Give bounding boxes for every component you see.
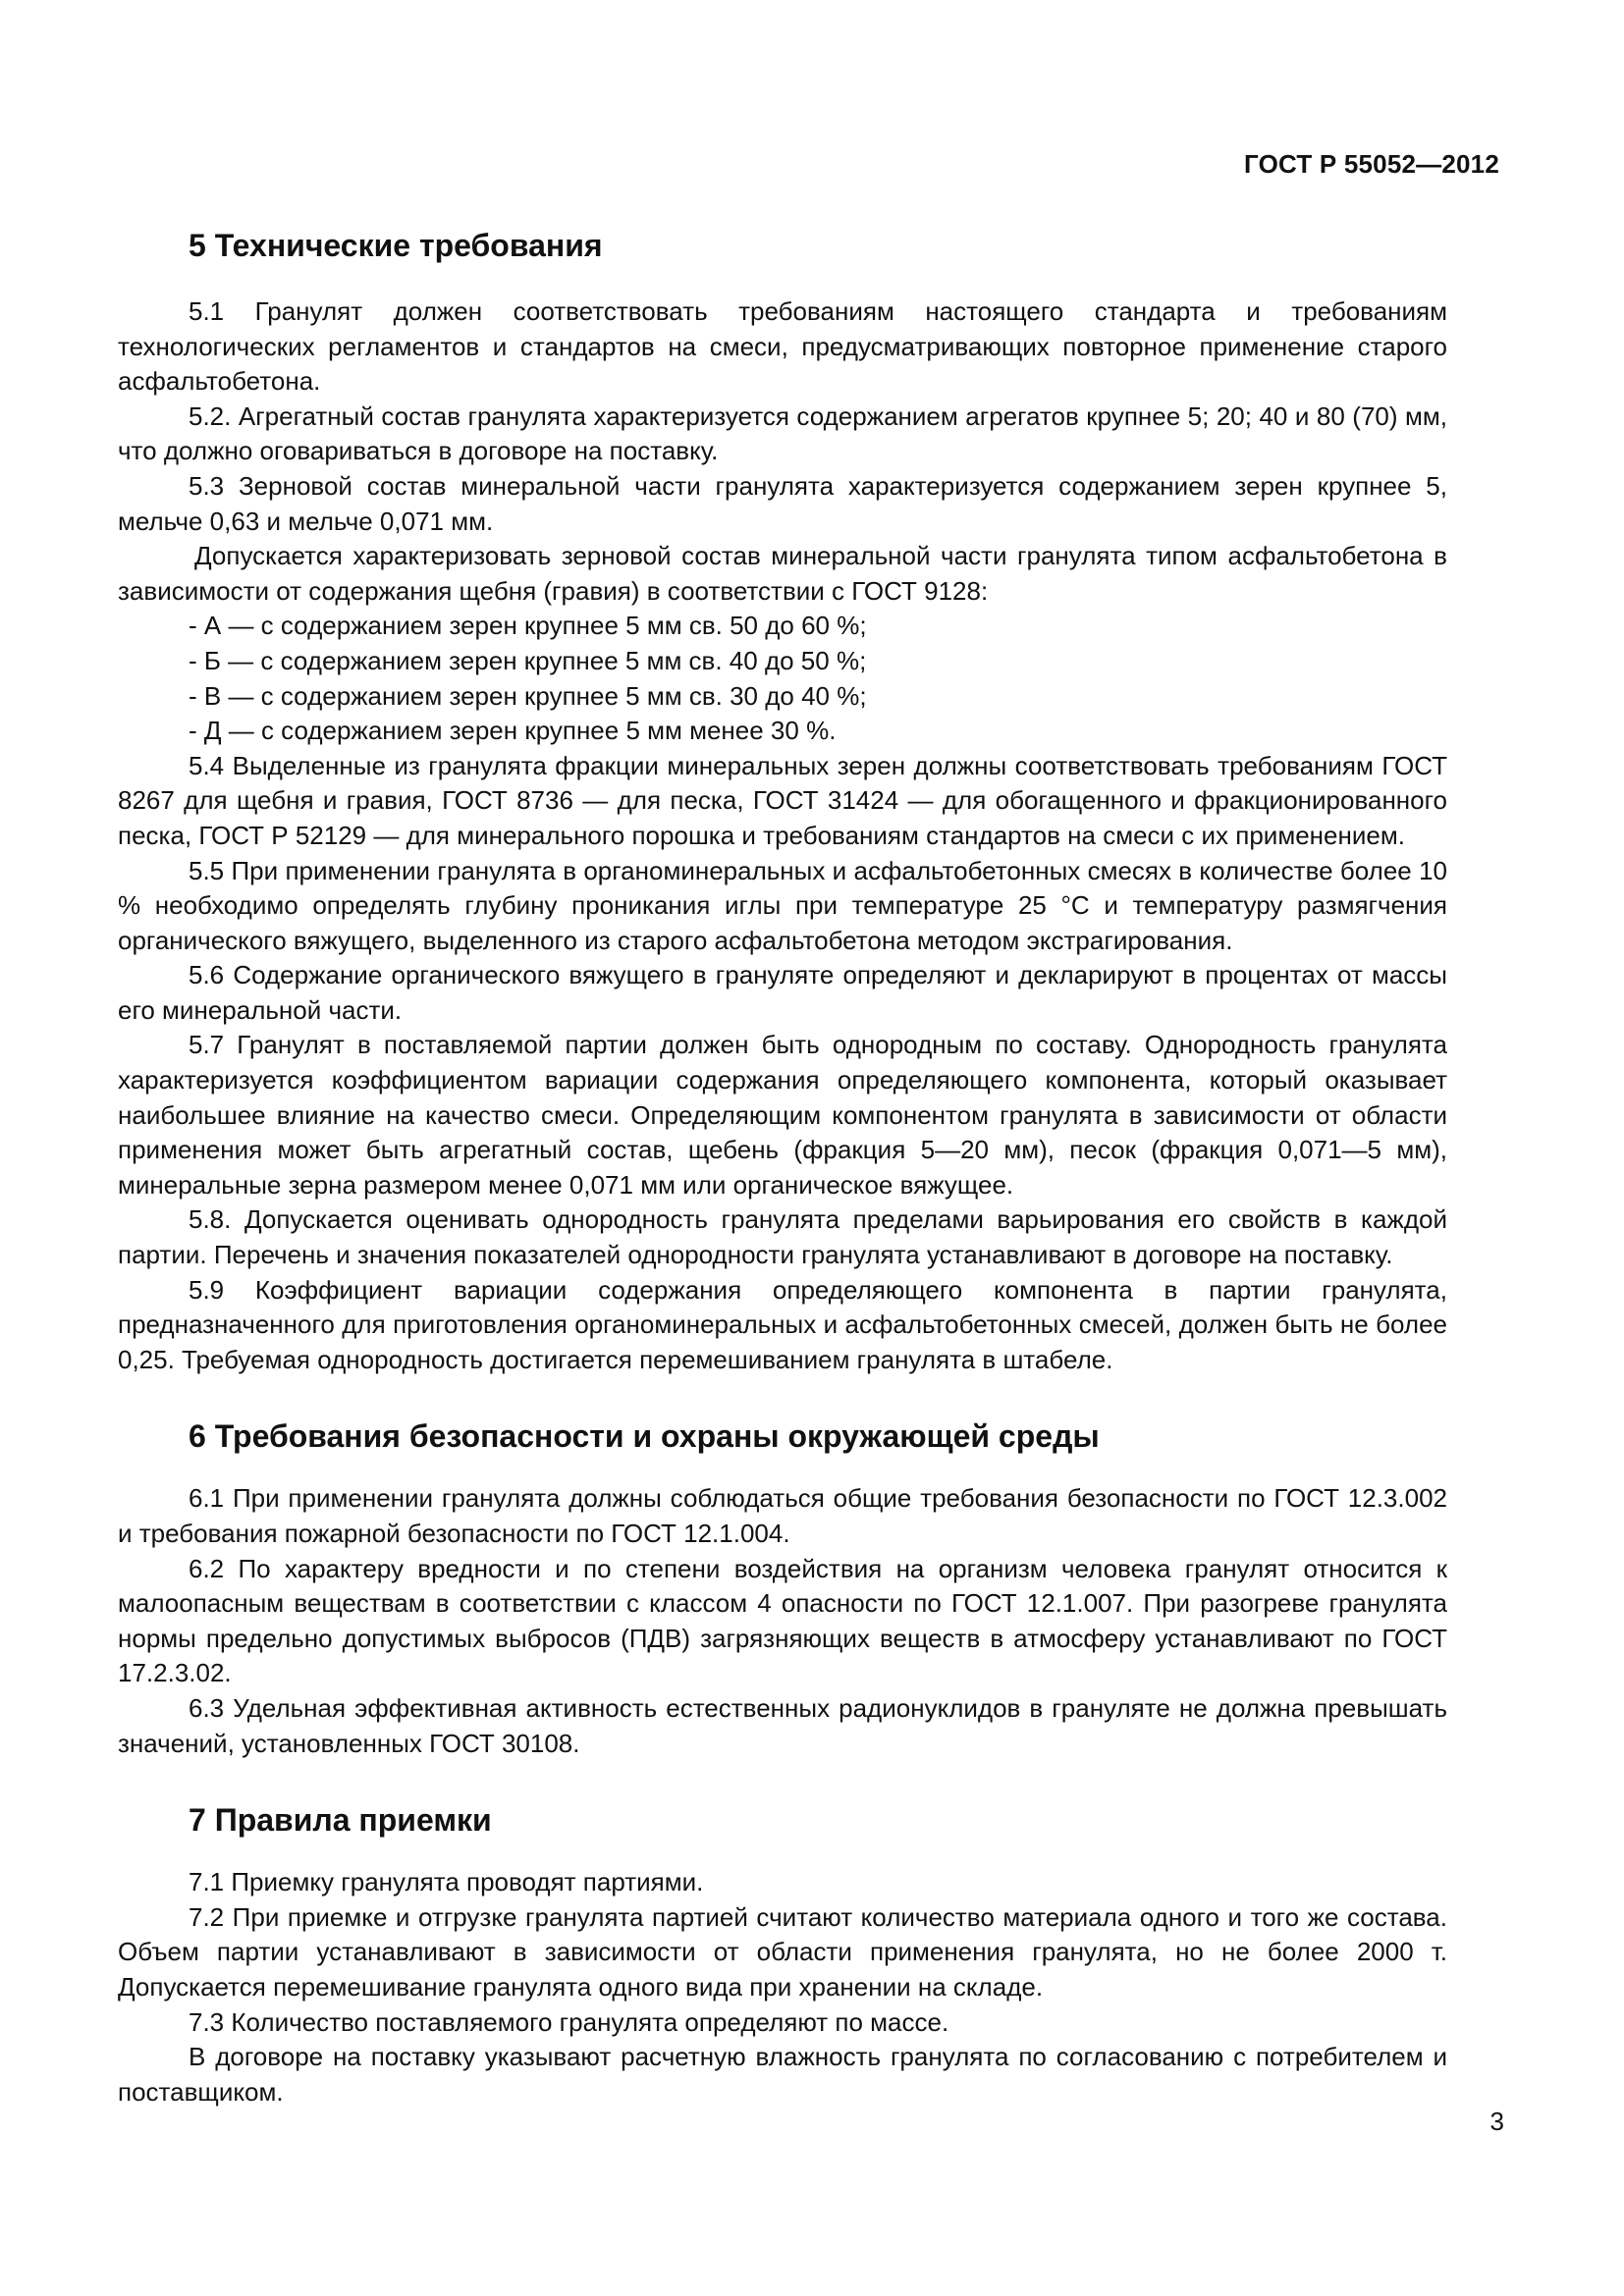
- paragraph-5-2: 5.2. Агрегатный состав гранулята характеризуется содержанием агрегатов крупнее 5; 20; 40 и 80 (70) мм, что должно оговариваться в договоре на поставку.: [118, 400, 1447, 466]
- paragraph-5-8: 5.8. Допускается оценивать однородность гранулята пределами варьирования его свойств в каждой партии. Перечень и значения показателей однородности гранулята устанавливают в договоре на поставку.: [118, 1204, 1447, 1270]
- page-body: [118, 147, 1447, 2109]
- paragraph-6-2: 6.2 По характеру вредности и по степени воздействия на организм человека гранулят относится к малоопасным веществам в соответствии с классом 4 опасности по ГОСТ 12.1.007. При разогреве гранулята нормы предельно допустимых выбросов (ПДВ) загрязняющих веществ в атмосферу устанавливают по ГОСТ 17.2.3.02.: [118, 1553, 1447, 1688]
- section-5-title: 5 Технические требования: [189, 228, 603, 263]
- paragraph-5-7: 5.7 Гранулят в поставляемой партии должен быть однородным по составу. Однородность гранулята характеризуется коэффициентом вариации содержания определяющего компонента, который оказывает наибольшее влияние на качество смеси. Определяющим компонентом гранулята в зависимости от области применения может быть агрегатный состав, щебень (фракция 5—20 мм), песок (фракция 0,071—5 мм), минеральные зерна размером менее 0,071 мм или органическое вяжущее.: [118, 1030, 1447, 1200]
- paragraph-5-4: 5.4 Выделенные из гранулята фракции минеральных зерен должны соответствовать требованиям ГОСТ 8267 для щебня и гравия, ГОСТ 8736 — для песка, ГОСТ 31424 — для обогащенного и фракционированного песка, ГОСТ Р 52129 — для минерального порошка и требованиям стандартов на смеси с их применением.: [118, 750, 1447, 850]
- list-item-a: - А — с содержанием зерен крупнее 5 мм св. 50 до 60 %;: [189, 611, 867, 641]
- list-item-b: - Б — с содержанием зерен крупнее 5 мм св. 40 до 50 %;: [189, 645, 867, 675]
- paragraph-5-6: 5.6 Содержание органического вяжущего в грануляте определяют и декларируют в процентах от массы его минеральной части.: [118, 960, 1447, 1025]
- paragraph-6-1: 6.1 При применении гранулята должны соблюдаться общие требования безопасности по ГОСТ 12.3.002 и требования пожарной безопасности по ГОСТ 12.1.004.: [118, 1483, 1447, 1548]
- document-code: ГОСТ Р 55052—2012: [1244, 149, 1499, 179]
- paragraph-5-1: 5.1 Гранулят должен соответствовать требованиям настоящего стандарта и требованиям технологических регламентов и стандартов на смеси, предусматривающих повторное применение старого асфальтобетона.: [118, 296, 1447, 397]
- list-item-v: - В — с содержанием зерен крупнее 5 мм св. 30 до 40 %;: [189, 680, 867, 711]
- section-7-title: 7 Правила приемки: [189, 1802, 492, 1839]
- page-number: 3: [1489, 2107, 1504, 2136]
- paragraph-7-2: 7.2 При приемке и отгрузке гранулята партией считают количество материала одного и того же состава. Объем партии устанавливают в зависимости от области применения гранулята, но не более 2000 т. Допускается перемешивание гранулята одного вида при хранении на складе.: [118, 1901, 1447, 2002]
- paragraph-5-3: 5.3 Зерновой состав минеральной части гранулята характеризуется содержанием зерен крупнее 5, мельче 0,63 и мельче 0,071 мм.: [118, 470, 1447, 536]
- paragraph-7-1: 7.1 Приемку гранулята проводят партиями.: [189, 1867, 704, 1897]
- paragraph-6-3: 6.3 Удельная эффективная активность естественных радионуклидов в грануляте не должна превышать значений, установленных ГОСТ 30108.: [118, 1692, 1447, 1758]
- paragraph-7-3: 7.3 Количество поставляемого гранулята определяют по массе.: [189, 2006, 949, 2037]
- paragraph-5-3-note: Допускается характеризовать зерновой состав минеральной части гранулята типом асфальтобетона в зависимости от содержания щебня (гравия) в соответствии с ГОСТ 9128:: [118, 541, 1447, 606]
- paragraph-5-9: 5.9 Коэффициент вариации содержания определяющего компонента в партии гранулята, предназначенного для приготовления органоминеральных и асфальтобетонных смесей, должен быть не более 0,25. Требуемая однородность достигается перемешиванием гранулята в штабеле.: [118, 1274, 1447, 1374]
- paragraph-5-5: 5.5 При применении гранулята в органоминеральных и асфальтобетонных смесях в количестве более 10 % необходимо определять глубину проникания иглы при температуре 25 °С и температуру размягчения органического вяжущего, выделенного из старого асфальтобетона методом экстрагирования.: [118, 855, 1447, 955]
- list-item-d: - Д — с содержанием зерен крупнее 5 мм менее 30 %.: [189, 716, 837, 746]
- section-6-title: 6 Требования безопасности и охраны окружающей среды: [189, 1418, 1100, 1455]
- paragraph-7-3-note: В договоре на поставку указывают расчетную влажность гранулята по согласованию с потребителем и поставщиком.: [118, 2042, 1447, 2107]
